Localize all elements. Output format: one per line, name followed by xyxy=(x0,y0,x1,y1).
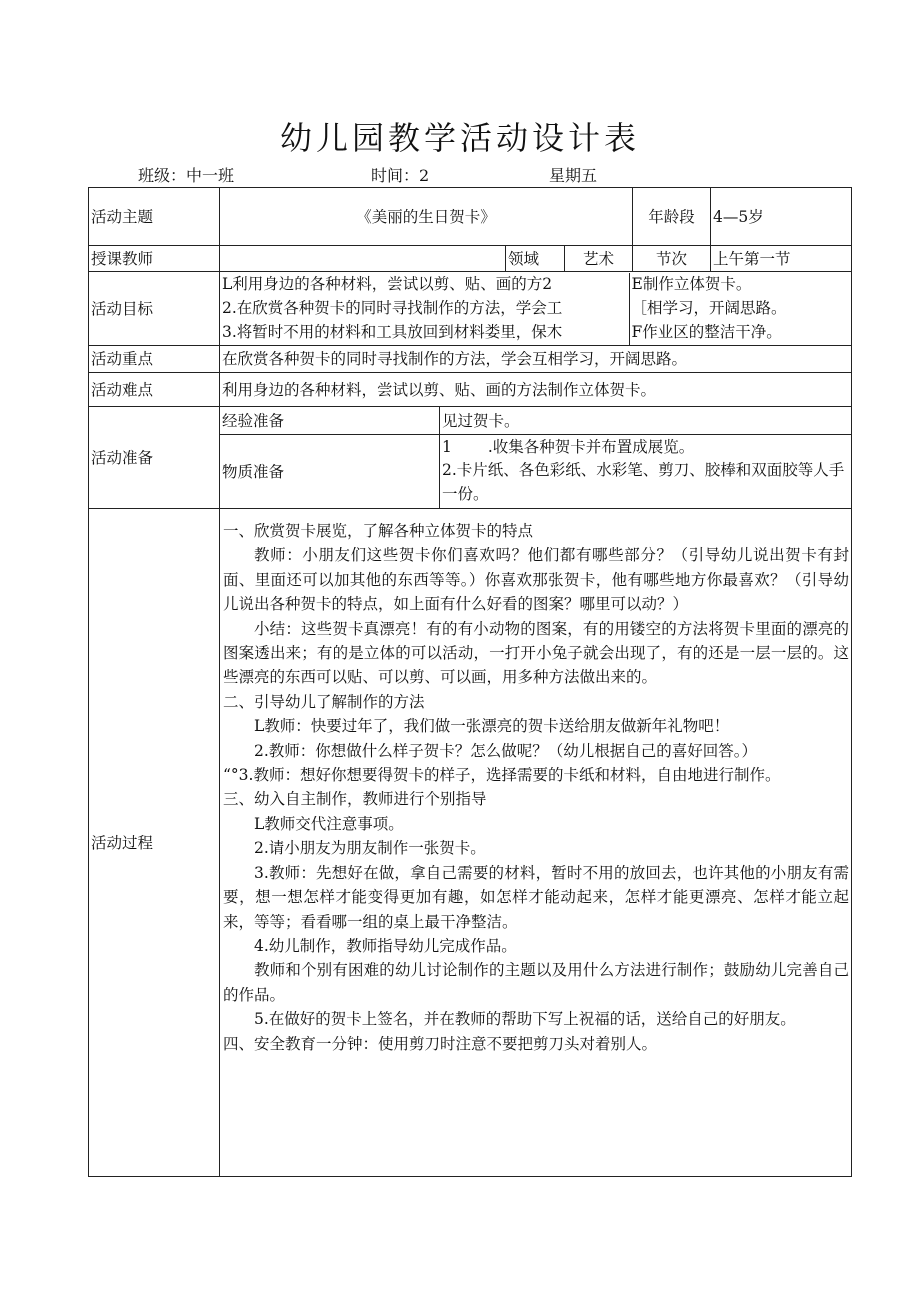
material-item-1-text: .收集各种贺卡并布置成展览。 xyxy=(487,438,695,456)
age-value: 4—5岁 xyxy=(711,188,852,246)
key-point-row xyxy=(89,346,852,373)
key-point-label: 活动重点 xyxy=(89,346,220,373)
process-section-4-title: 四、安全教育一分钟：使用剪刀时注意不要把剪刀头对着别人。 xyxy=(223,1034,658,1053)
process-section-3-para-6: 5.在做好的贺卡上签名，并在教师的帮助下写上祝福的话，送给自己的好朋友。 xyxy=(254,1010,796,1029)
material-item-2: 2.卡片纸、各色彩纸、水彩笔、剪刀、胶棒和双面胶等人手一份。 xyxy=(442,461,845,503)
process-section-3-para-4: 4.幼儿制作，教师指导幼儿完成作品。 xyxy=(254,936,517,955)
goal-line-3-right: F作业区的整洁干净。 xyxy=(631,322,782,341)
theme-label: 活动主题 xyxy=(89,188,220,246)
activity-design-table xyxy=(88,187,852,1177)
teacher-name xyxy=(220,246,506,272)
goals-label: 活动目标 xyxy=(89,272,220,346)
experience-row xyxy=(89,407,852,435)
process-section-3-para-3: 3.教师：先想好在做，拿自己需要的材料，暂时不用的放回去，也许其他的小朋友有需要，想一想怎样才能变得更加有趣，如怎样才能动起来，怎样才能更漂亮、怎样才能立起来，等等；看看哪一组的桌上最干净整洁。 xyxy=(223,863,850,931)
process-section-3-para-5: 教师和个别有困难的幼儿讨论制作的主题以及用什么方法进行制作；鼓励幼儿完善自己的作品。 xyxy=(223,961,850,1004)
goal-line-1-right: E制作立体贺卡。 xyxy=(631,274,752,293)
period-label: 节次 xyxy=(633,246,711,272)
difficulty-value: 利用身边的各种材料，尝试以剪、贴、画的方法制作立体贺卡。 xyxy=(220,373,852,407)
material-item-1-num: 1 xyxy=(442,438,452,456)
teacher-row xyxy=(89,246,852,272)
theme-value: 《美丽的生日贺卡》 xyxy=(220,188,633,246)
goal-line-2-left: 2.在欣赏各种贺卡的同时寻找制作的方法，学会工 xyxy=(222,298,563,317)
process-section-1-para-2: 小结：这些贺卡真漂亮！有的有小动物的图案，有的用镂空的方法将贺卡里面的漂亮的图案透出来；有的是立体的可以活动，一打开小兔子就会出现了，有的还是一层一层的。这些漂亮的东西可以贴、可以剪、可以画，用多种方法做出来的。 xyxy=(223,619,850,687)
theme-row xyxy=(89,188,852,246)
age-label: 年龄段 xyxy=(633,188,711,246)
teacher-label: 授课教师 xyxy=(89,246,220,272)
experience-value: 见过贺卡。 xyxy=(440,407,852,435)
material-label: 物质准备 xyxy=(220,435,440,509)
process-section-1-title: 一、欣赏贺卡展览，了解各种立体贺卡的特点 xyxy=(223,522,534,540)
weekday-label: 星期五 xyxy=(549,166,598,185)
time-label: 时间：2 xyxy=(371,166,430,185)
experience-label: 经验准备 xyxy=(220,407,440,435)
domain-label: 领域 xyxy=(506,246,565,272)
difficulty-label: 活动难点 xyxy=(89,373,220,407)
period-value: 上午第一节 xyxy=(711,246,852,272)
goals-row xyxy=(89,272,852,346)
process-section-2-para-2: 2.教师：你想做什么样子贺卡？怎么做呢？（幼儿根据自己的喜好回答。） xyxy=(254,741,758,760)
preparation-label: 活动准备 xyxy=(89,407,220,509)
process-section-2-para-3: “°3.教师：想好你想要得贺卡的样子，选择需要的卡纸和材料，自由地进行制作。 xyxy=(223,766,781,785)
goal-line-3-left: 3.将暂时不用的材料和工具放回到材料娄里，保木 xyxy=(222,322,563,341)
goals-cell xyxy=(220,272,852,346)
goal-line-2-right: ［相学习，开阔思路。 xyxy=(631,298,787,317)
process-section-2-para-1: L教师：快要过年了，我们做一张漂亮的贺卡送给朋友做新年礼物吧！ xyxy=(254,717,730,736)
process-section-3-para-1: L教师交代注意事项。 xyxy=(254,814,404,833)
page-title: 幼儿园教学活动设计表 xyxy=(279,119,640,157)
domain-value: 艺术 xyxy=(565,246,633,272)
class-label: 班级：中一班 xyxy=(138,166,235,185)
difficulty-row xyxy=(89,373,852,407)
process-section-3-para-2: 2.请小朋友为朋友制作一张贺卡。 xyxy=(254,839,486,858)
process-section-3-title: 三、幼入自主制作，教师进行个别指导 xyxy=(223,790,487,809)
process-label: 活动过程 xyxy=(89,509,220,1177)
key-point-value: 在欣赏各种贺卡的同时寻找制作的方法，学会互相学习，开阔思路。 xyxy=(220,346,852,373)
process-section-2-title: 二、引导幼儿了解制作的方法 xyxy=(223,692,425,711)
goal-line-1-left: L利用身边的各种材料，尝试以剪、贴、画的方2 xyxy=(222,274,553,293)
process-row xyxy=(89,509,852,1177)
process-section-1-para-1: 教师：小朋友们这些贺卡你们喜欢吗？他们都有哪些部分？（引导幼儿说出贺卡有封面、里面还可以加其他的东西等等。）你喜欢那张贺卡，他有哪些地方你最喜欢？（引导幼儿说出各种贺卡的特点，如上面有什么好看的图案？哪里可以动？） xyxy=(223,546,850,614)
process-content xyxy=(220,509,852,1177)
material-value xyxy=(440,435,852,509)
